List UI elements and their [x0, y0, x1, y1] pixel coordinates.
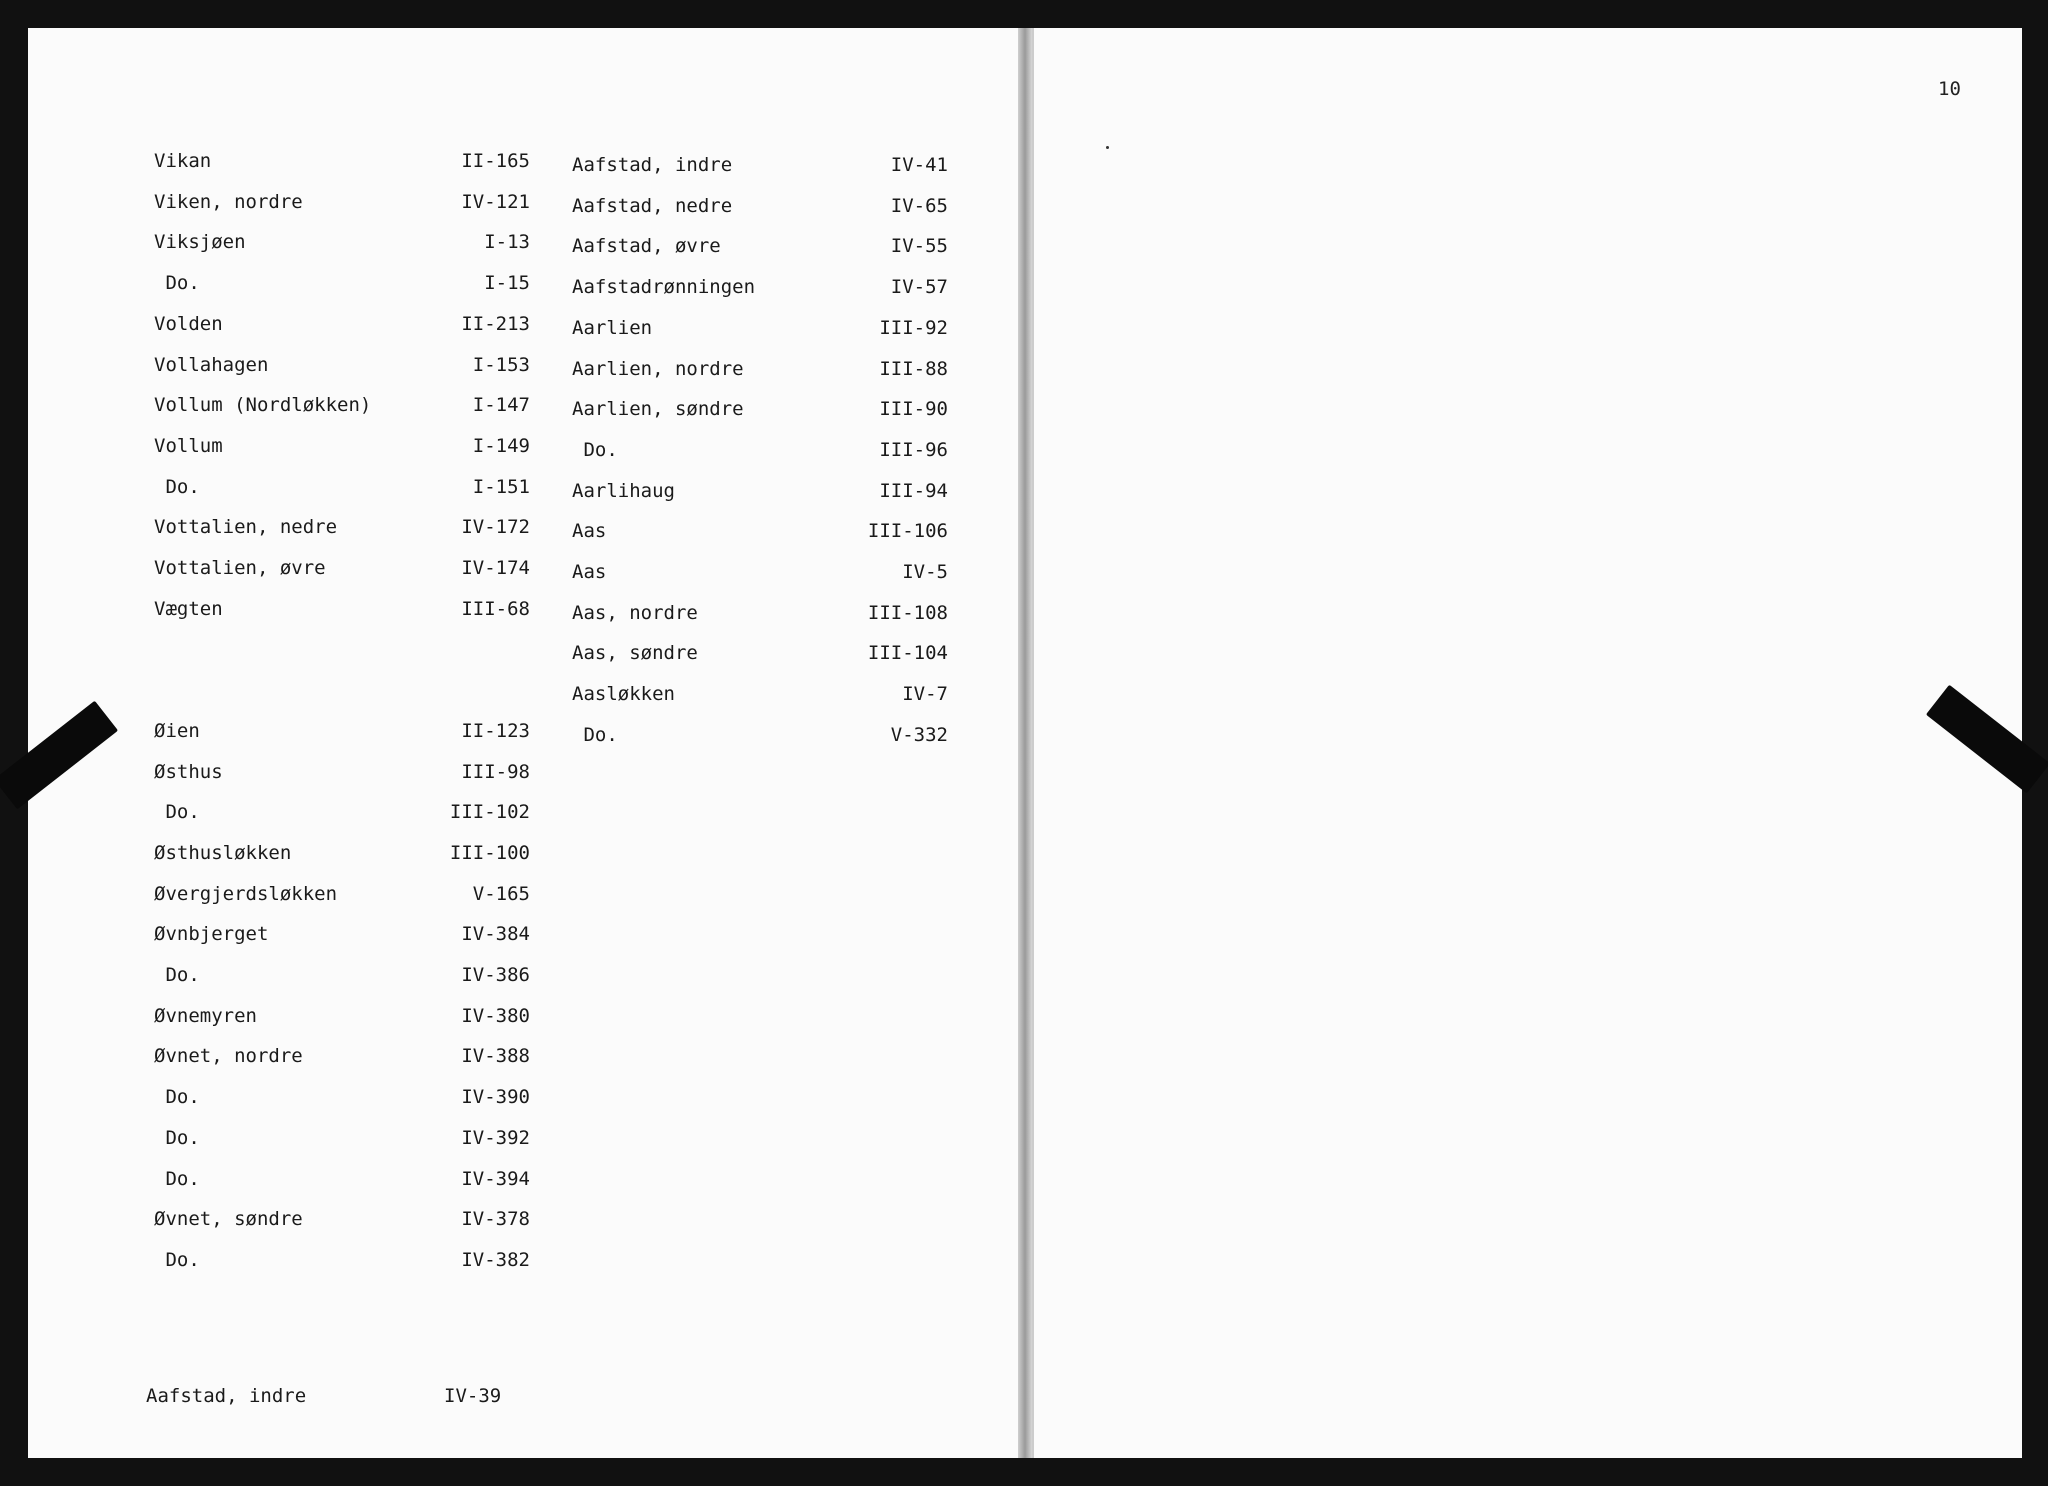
- volume-page-reference: IV-172: [461, 516, 530, 539]
- place-name: Aasløkken: [572, 683, 675, 706]
- place-name: Aafstad, øvre: [572, 235, 721, 258]
- index-entry: [154, 962, 530, 988]
- index-entry: [572, 152, 948, 178]
- index-entry: [154, 474, 530, 500]
- volume-page-reference: IV-380: [461, 1004, 530, 1027]
- place-name: Aafstadrønningen: [572, 276, 756, 299]
- index-entry: [154, 229, 530, 255]
- place-name: Volden: [154, 312, 223, 335]
- final-index-entry: [146, 1383, 526, 1409]
- index-entry: [154, 352, 530, 378]
- volume-page-reference: IV-386: [461, 964, 530, 986]
- volume-page-reference: II-165: [461, 150, 530, 172]
- volume-page-reference: IV-39: [444, 1385, 502, 1407]
- index-entry: [154, 921, 530, 947]
- place-name: Do.: [154, 475, 200, 498]
- index-entry: [572, 559, 948, 585]
- index-entry: [572, 681, 948, 707]
- index-entry: [154, 1003, 530, 1029]
- index-entry: [154, 677, 530, 703]
- index-entry: [154, 799, 530, 825]
- place-name: Do.: [154, 1086, 200, 1109]
- volume-page-reference: II-213: [461, 312, 530, 335]
- volume-page-reference: IV-41: [890, 154, 948, 176]
- place-name: Vollum: [154, 434, 223, 457]
- page-number: 10: [1938, 78, 1961, 100]
- place-name: Aarlihaug: [572, 479, 675, 502]
- index-entry: [572, 600, 948, 626]
- volume-page-reference: IV-390: [461, 1086, 530, 1109]
- place-name: Aas: [572, 561, 607, 583]
- place-name: Øvnet, nordre: [154, 1045, 303, 1068]
- place-name: Øvergjerdsløkken: [154, 882, 338, 905]
- place-name: Aarlien: [572, 316, 653, 339]
- place-name: Aas, søndre: [572, 642, 698, 665]
- volume-page-reference: IV-5: [902, 561, 948, 583]
- index-entry: [572, 640, 948, 666]
- place-name: Aas: [572, 520, 607, 543]
- index-entry: [154, 1125, 530, 1151]
- volume-page-reference: IV-174: [461, 557, 530, 579]
- volume-page-reference: V-332: [890, 723, 948, 746]
- place-name: Østhus: [154, 760, 223, 783]
- volume-page-reference: III-68: [461, 597, 530, 620]
- place-name: Do.: [154, 1126, 200, 1149]
- place-name: Vottalien, nedre: [154, 516, 338, 539]
- index-entry: [154, 1166, 530, 1192]
- index-entry: [154, 555, 530, 581]
- index-entry: [572, 315, 948, 341]
- place-name: Aarlien, søndre: [572, 398, 744, 421]
- index-entry: [154, 759, 530, 785]
- index-entry: [572, 356, 948, 382]
- index-entry: [154, 148, 530, 174]
- place-name: Øien: [154, 719, 200, 742]
- volume-page-reference: III-94: [879, 479, 948, 502]
- index-entry: [154, 1206, 530, 1232]
- place-name: Do.: [154, 1248, 200, 1271]
- index-entry: [154, 840, 530, 866]
- place-name: Do.: [572, 723, 618, 746]
- place-name: Vikan: [154, 150, 212, 172]
- volume-page-reference: III-88: [879, 357, 948, 380]
- index-entry: [154, 514, 530, 540]
- index-entry: [154, 189, 530, 215]
- volume-page-reference: III-98: [461, 760, 530, 783]
- volume-page-reference: III-92: [879, 316, 948, 339]
- place-name: Vottalien, øvre: [154, 557, 326, 579]
- ink-speck: [1106, 146, 1109, 149]
- place-name: Vollahagen: [154, 353, 269, 376]
- right-page: [1032, 28, 2022, 1458]
- place-name: Aafstad, nedre: [572, 194, 733, 217]
- volume-page-reference: IV-378: [461, 1208, 530, 1231]
- index-entry: [154, 311, 530, 337]
- volume-page-reference: I-147: [472, 394, 530, 417]
- volume-page-reference: IV-392: [461, 1126, 530, 1149]
- volume-page-reference: IV-384: [461, 923, 530, 946]
- index-entry: [572, 233, 948, 259]
- index-entry: [154, 1043, 530, 1069]
- volume-page-reference: III-90: [879, 398, 948, 421]
- place-name: Do.: [154, 801, 200, 824]
- volume-page-reference: III-104: [867, 642, 948, 665]
- volume-page-reference: I-15: [484, 272, 530, 295]
- place-name: Do.: [154, 1167, 200, 1190]
- index-entry: [572, 478, 948, 504]
- volume-page-reference: I-149: [472, 434, 530, 457]
- volume-page-reference: I-151: [472, 475, 530, 498]
- volume-page-reference: IV-57: [890, 276, 948, 299]
- place-name: Vollum (Nordløkken): [154, 394, 372, 417]
- index-entry: [572, 193, 948, 219]
- place-name: Vægten: [154, 597, 223, 620]
- place-name: Aas, nordre: [572, 601, 698, 624]
- volume-page-reference: IV-7: [902, 683, 948, 706]
- place-name: Do.: [572, 438, 618, 461]
- volume-page-reference: IV-394: [461, 1167, 530, 1190]
- place-name: Aafstad, indre: [146, 1385, 307, 1407]
- index-entry: [154, 1247, 530, 1273]
- index-entry: [572, 437, 948, 463]
- volume-page-reference: III-102: [449, 801, 530, 824]
- index-entry: [154, 392, 530, 418]
- index-entry: [154, 718, 530, 744]
- place-name: Viksjøen: [154, 231, 246, 254]
- book-spine: [1018, 28, 1032, 1458]
- volume-page-reference: IV-55: [890, 235, 948, 258]
- place-name: Østhusløkken: [154, 841, 292, 864]
- place-name: Do.: [154, 272, 200, 295]
- place-name: Øvnbjerget: [154, 923, 269, 946]
- index-entry: [572, 274, 948, 300]
- index-entry: [154, 636, 530, 662]
- volume-page-reference: IV-121: [461, 190, 530, 213]
- volume-page-reference: IV-382: [461, 1248, 530, 1271]
- place-name: Do.: [154, 964, 200, 986]
- volume-page-reference: III-106: [867, 520, 948, 543]
- volume-page-reference: I-13: [484, 231, 530, 254]
- volume-page-reference: II-123: [461, 719, 530, 742]
- volume-page-reference: III-96: [879, 438, 948, 461]
- place-name: Aarlien, nordre: [572, 357, 744, 380]
- place-name: Viken, nordre: [154, 190, 303, 213]
- volume-page-reference: IV-388: [461, 1045, 530, 1068]
- volume-page-reference: III-108: [867, 601, 948, 624]
- volume-page-reference: III-100: [449, 841, 530, 864]
- place-name: Øvnemyren: [154, 1004, 257, 1027]
- place-name: Aafstad, indre: [572, 154, 733, 176]
- index-entry: [572, 722, 948, 748]
- volume-page-reference: IV-65: [890, 194, 948, 217]
- index-entry: [572, 396, 948, 422]
- volume-page-reference: V-165: [472, 882, 530, 905]
- index-entry: [154, 270, 530, 296]
- index-entry: [154, 1084, 530, 1110]
- index-entry: [154, 881, 530, 907]
- index-entry: [154, 596, 530, 622]
- index-entry: [154, 433, 530, 459]
- index-entry: [572, 518, 948, 544]
- place-name: Øvnet, søndre: [154, 1208, 303, 1231]
- volume-page-reference: I-153: [472, 353, 530, 376]
